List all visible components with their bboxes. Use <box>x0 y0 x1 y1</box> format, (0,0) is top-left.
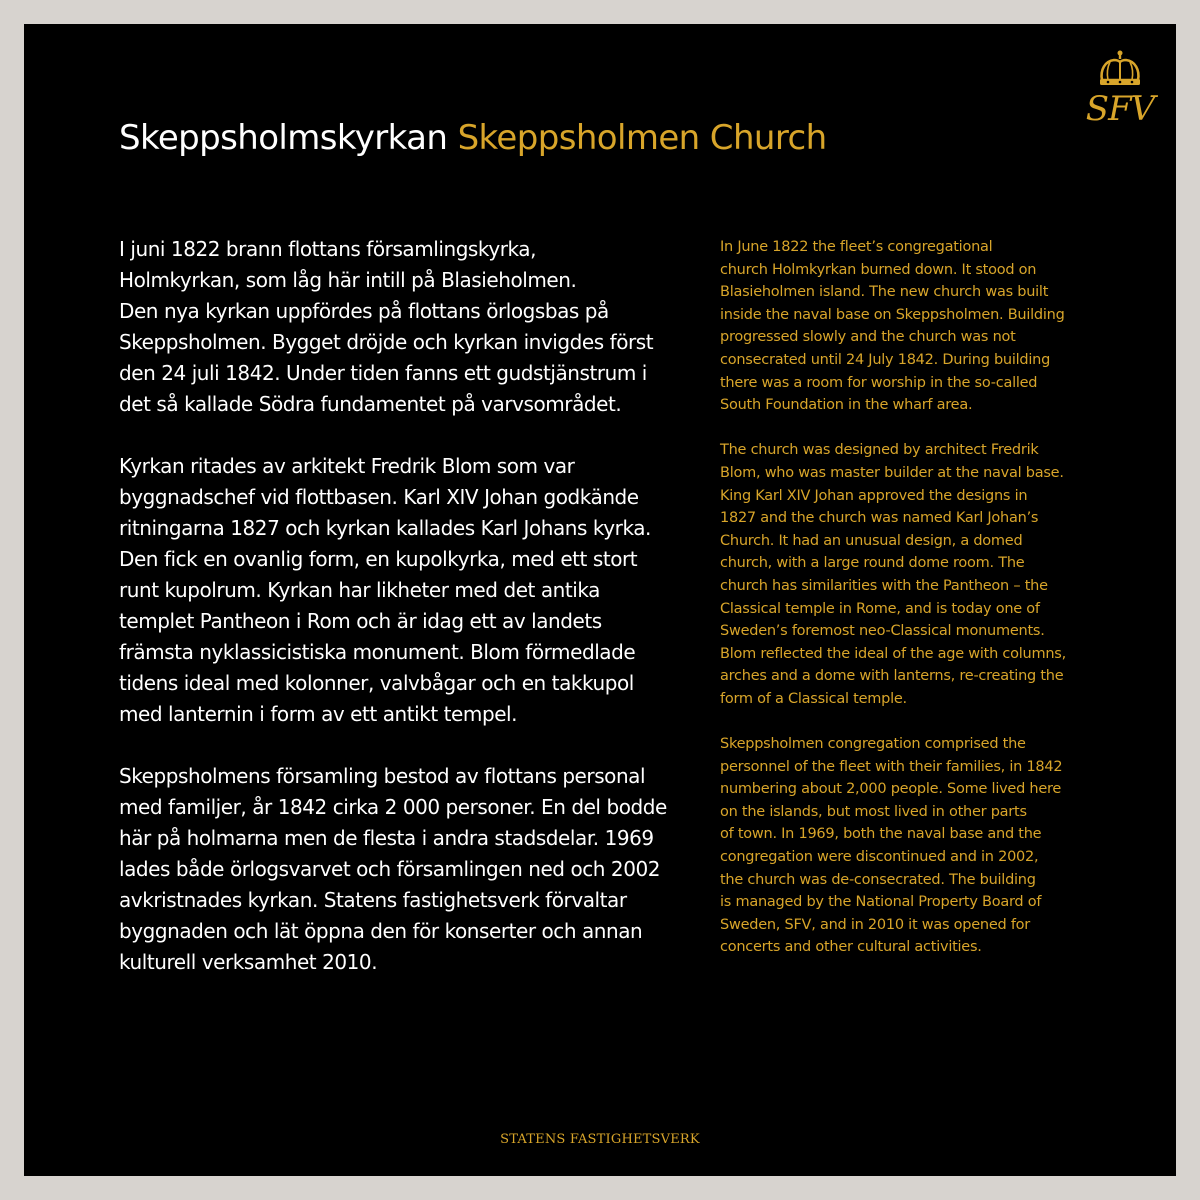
title-swedish: Skeppsholmskyrkan <box>119 118 448 158</box>
sfv-logo <box>1080 50 1160 124</box>
swedish-paragraph-2: Kyrkan ritades av arkitekt Fredrik Blom som var byggnadschef vid flottbasen. Karl XIV Johan godkände ritningarna 1827 och kyrkan kallades Karl Johans kyrka. Den fick en ovanlig form, en kupolkyrka, med ett stort runt kupolrum. Kyrkan har likheter med det antika templet Pantheon i Rom och är idag ett av landets främsta nyklassicistiska monument. Blom förmedlade tidens ideal med kolonner, valvbågar och en takkupol med lanternin i form av ett antikt tempel. <box>119 454 651 726</box>
english-text-column <box>720 236 1092 982</box>
title-english: Skeppsholmen Church <box>457 118 827 158</box>
english-paragraph-2: The church was designed by architect Fredrik Blom, who was master builder at the naval base. King Karl XIV Johan approved the designs in 1827 and the church was named Karl Johan’s Church. It had an unusual design, a domed church, with a large round dome room. The church has similarities with the Pantheon – the Classical temple in Rome, and is today one of Sweden’s foremost neo-Classical monuments. Blom reflected the ideal of the age with columns, arches and a dome with lanterns, re-creating the form of a Classical temple. <box>720 442 1066 707</box>
sign-panel <box>24 24 1176 1176</box>
english-paragraph-1: In June 1822 the fleet’s congregational church Holmkyrkan burned down. It stood on Blasieholmen island. The new church was built inside the naval base on Skeppsholmen. Building progressed slowly and the church was not consecrated until 24 July 1842. During building there was a room for worship in the so-called South Foundation in the wharf area. <box>720 239 1065 414</box>
footer-agency-name: STATENS FASTIGHETSVERK <box>500 1132 700 1147</box>
crown-icon <box>1100 51 1140 86</box>
page-title <box>119 117 827 159</box>
swedish-text-column <box>119 234 679 1009</box>
logo-text: SFV <box>1085 89 1155 124</box>
swedish-paragraph-1: I juni 1822 brann flottans församlingskyrka, Holmkyrkan, som låg här intill på Blasieholmen. Den nya kyrkan uppfördes på flottans örlogsbas på Skeppsholmen. Bygget dröjde och kyrkan invigdes först den 24 juli 1842. Under tiden fanns ett gudstjänstrum i det så kallade Södra fundamentet på varvsområdet. <box>119 237 654 416</box>
english-paragraph-3: Skeppsholmen congregation comprised the personnel of the fleet with their families, in 1842 numbering about 2,000 people. Some lived here on the islands, but most lived in other parts of town. In 1969, both the naval base and the congregation were discontinued and in 2002, the church was de-consecrated. The building is managed by the National Property Board of Sweden, SFV, and in 2010 it was opened for concerts and other cultural activities. <box>720 736 1063 956</box>
swedish-paragraph-3: Skeppsholmens församling bestod av flottans personal med familjer, år 1842 cirka 2 000 personer. En del bodde här på holmarna men de flesta i andra stadsdelar. 1969 lades både örlogsvarvet och församlingen ned och 2002 avkristnades kyrkan. Statens fastighetsverk förvaltar byggnaden och lät öppna den för konserter och annan kulturell verksamhet 2010. <box>119 764 667 974</box>
